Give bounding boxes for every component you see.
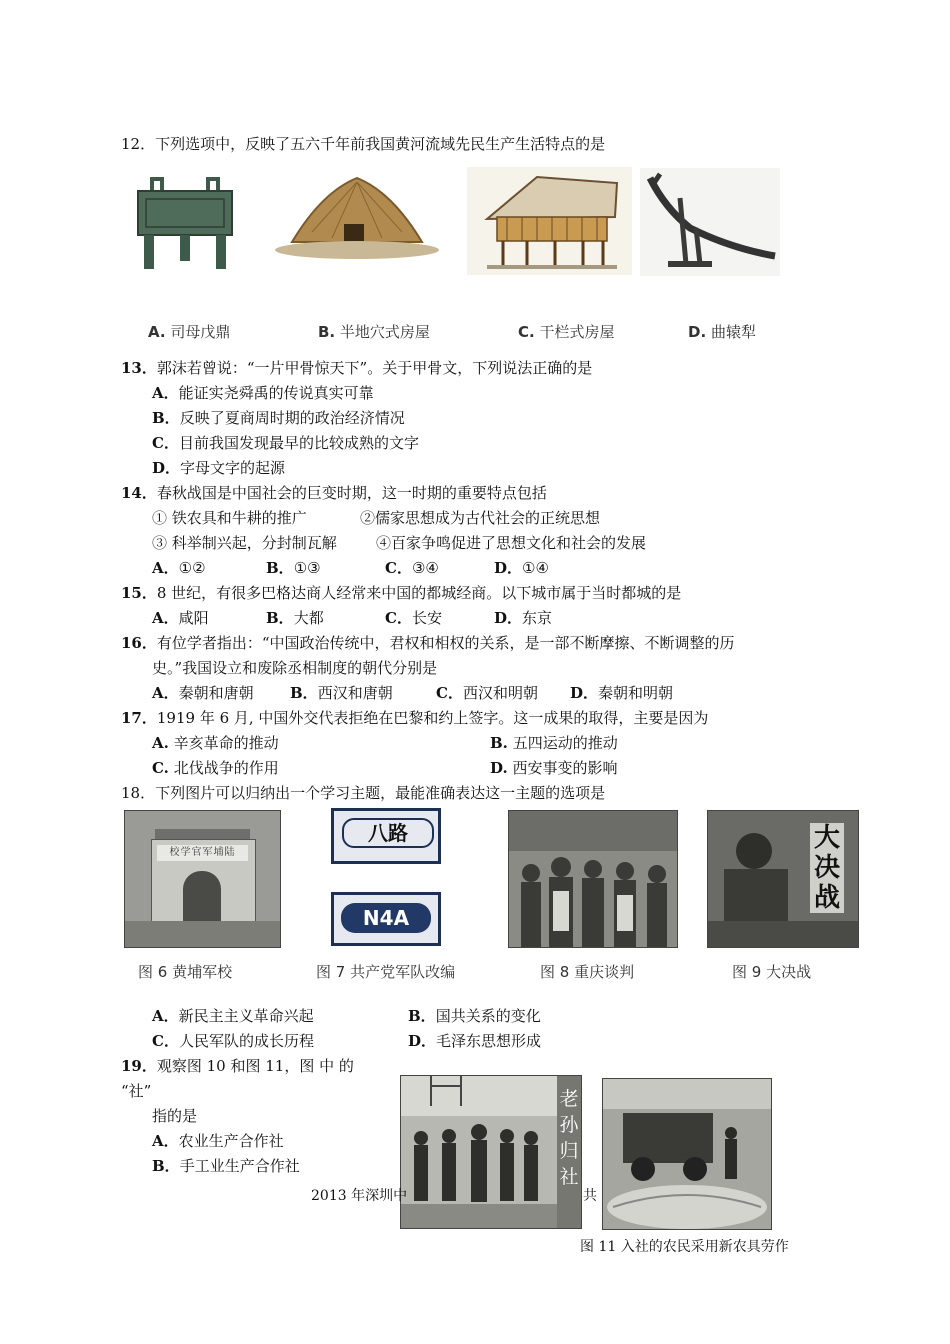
option-letter: A．	[152, 684, 179, 702]
eighth-route-badge	[331, 808, 441, 864]
option-letter: B.	[490, 734, 508, 752]
side-char: 老	[559, 1088, 579, 1110]
option-text: 目前我国发现最早的比较成熟的文字	[178, 434, 419, 452]
decisive-battle-photo	[707, 810, 859, 948]
option-text: ③④	[411, 559, 439, 577]
option-text: 干栏式房屋	[539, 323, 615, 341]
option-text: 西安事变的影响	[512, 759, 618, 777]
q18-option-b	[408, 1006, 541, 1026]
fig11-farming-photo	[602, 1078, 772, 1230]
ding-vessel-image	[130, 165, 240, 275]
q16-option-b	[290, 683, 393, 703]
option-text: 曲辕犁	[710, 323, 756, 341]
q18-option-c	[152, 1031, 314, 1051]
side-char: 社	[559, 1166, 579, 1188]
question-number: 14．	[121, 484, 157, 502]
question-text: 8 世纪，有很多巴格达商人经常来中国的都城经商。以下城市属于当时都城的是	[156, 584, 682, 602]
option-text: 手工业生产合作社	[179, 1157, 300, 1175]
question-text: 观察图 10 和图 11，图 中 的	[156, 1057, 354, 1075]
q13-option-c	[152, 433, 419, 453]
question-text: 有位学者指出：“中国政治传统中，君权和相权的关系，是一部不断摩擦、不断调整的历	[156, 634, 735, 652]
chongqing-negotiation-photo	[508, 810, 678, 948]
q14-option-c	[385, 558, 439, 578]
question-text: 春秋战国是中国社会的巨变时期，这一时期的重要特点包括	[156, 484, 547, 502]
q14-option-d	[494, 558, 549, 578]
option-text: 东京	[522, 609, 553, 627]
option-letter: C．	[385, 609, 412, 627]
option-text: 新民主主义革命兴起	[178, 1007, 314, 1025]
poster-char: 决	[813, 853, 840, 883]
option-letter: A.	[148, 323, 166, 341]
q16-option-d	[570, 683, 673, 703]
q17-option-d	[490, 758, 618, 778]
option-letter: A．	[152, 1132, 179, 1150]
new-fourth-army-badge	[331, 892, 441, 946]
footer-left: 2013 年深圳中	[311, 1188, 408, 1204]
q13-stem	[121, 358, 592, 378]
group-figures-icon	[509, 811, 677, 947]
option-text: 西汉和明朝	[462, 684, 538, 702]
option-text: 秦朝和明朝	[598, 684, 674, 702]
option-letter: D．	[152, 459, 181, 477]
question-number: 15．	[121, 584, 157, 602]
option-text: ①③	[293, 559, 321, 577]
stilt-house-image	[467, 167, 632, 275]
option-letter: D．	[408, 1032, 437, 1050]
fig11-caption: 图 11 入社的农民采用新农具劳作	[580, 1239, 789, 1255]
option-text: 毛泽东思想形成	[436, 1032, 542, 1050]
q14-item-2: ②儒家思想成为古代社会的正统思想	[360, 509, 601, 527]
option-letter: C.	[518, 323, 535, 341]
q16-option-a	[152, 683, 254, 703]
poster-char: 大	[813, 823, 840, 853]
option-text: 司母戊鼎	[170, 323, 231, 341]
option-letter: A．	[152, 384, 179, 402]
q12-stem: 12．下列选项中，反映了五六千年前我国黄河流域先民生产生活特点的是	[121, 135, 606, 153]
option-text: 辛亥革命的推动	[173, 734, 279, 752]
side-char: 归	[559, 1140, 579, 1162]
option-text: 咸阳	[178, 609, 209, 627]
q15-option-c	[385, 608, 442, 628]
q14-stem	[121, 483, 547, 503]
whampoa-gate-photo	[124, 810, 281, 948]
q17-option-a	[152, 733, 279, 753]
option-letter: B．	[290, 684, 318, 702]
q17-stem	[121, 708, 708, 728]
question-number: 13．	[121, 359, 157, 377]
q19-option-a	[152, 1131, 284, 1151]
q12-option-a	[148, 321, 230, 342]
option-letter: C．	[152, 1032, 179, 1050]
threshing-machine-icon	[603, 1079, 771, 1229]
option-text: 西汉和唐朝	[317, 684, 393, 702]
fig10-side-text	[557, 1076, 581, 1228]
option-letter: D.	[490, 759, 508, 777]
side-char: 孙	[559, 1114, 579, 1136]
question-number: 16．	[121, 634, 157, 652]
poster-text	[810, 823, 844, 913]
option-text: ①②	[178, 559, 206, 577]
q15-stem	[121, 583, 681, 603]
option-letter: A.	[152, 734, 169, 752]
q16-option-c	[436, 683, 538, 703]
q16-stem-line1	[121, 633, 735, 653]
option-letter: A．	[152, 559, 179, 577]
q15-option-b	[266, 608, 324, 628]
option-letter: C.	[152, 759, 169, 777]
q16-stem-line2: 史。”我国设立和废除丞相制度的朝代分别是	[152, 659, 438, 677]
option-text: 字母文字的起源	[180, 459, 286, 477]
option-text: 人民军队的成长历程	[178, 1032, 314, 1050]
fig8-caption: 图 8 重庆谈判	[540, 963, 635, 981]
option-letter: B.	[318, 323, 336, 341]
q18-option-a	[152, 1006, 314, 1026]
option-letter: D．	[570, 684, 599, 702]
option-letter: B．	[152, 409, 180, 427]
q19-option-b	[152, 1156, 300, 1176]
q14-item-1: ① 铁农具和牛耕的推广	[152, 509, 307, 527]
q15-option-a	[152, 608, 209, 628]
fig9-caption: 图 9 大决战	[732, 963, 812, 981]
option-text: ①④	[522, 559, 549, 577]
option-letter: D．	[494, 609, 523, 627]
poster-char: 战	[813, 883, 840, 913]
q14-item-4: ④百家争鸣促进了思想文化和社会的发展	[376, 534, 647, 552]
fig10-returning-photo	[400, 1075, 582, 1229]
fig6-caption: 图 6 黄埔军校	[138, 963, 233, 981]
curved-plow-image	[640, 168, 780, 276]
option-text: 能证实尧舜禹的传说真实可靠	[178, 384, 374, 402]
option-letter: A．	[152, 1007, 179, 1025]
q13-option-a	[152, 383, 374, 403]
option-letter: B．	[266, 559, 294, 577]
option-letter: B．	[408, 1007, 436, 1025]
option-letter: B．	[266, 609, 294, 627]
option-letter: B．	[152, 1157, 180, 1175]
q14-option-a	[152, 558, 206, 578]
question-text: 1919 年 6 月, 中国外交代表拒绝在巴黎和约上签字。这一成果的取得，主要是因为	[156, 709, 709, 727]
gate-sign-text: 校学官军埔陆	[157, 845, 248, 861]
option-text: 反映了夏商周时期的政治经济情况	[179, 409, 405, 427]
option-text: 五四运动的推动	[512, 734, 618, 752]
half-pit-house-image	[272, 172, 442, 272]
option-letter: C．	[385, 559, 412, 577]
crowd-figures-icon	[401, 1076, 581, 1228]
q12-option-b	[318, 321, 430, 342]
option-text: 北伐战争的作用	[173, 759, 279, 777]
fig7-caption: 图 7 共产党军队改编	[316, 963, 456, 981]
option-text: 半地穴式房屋	[339, 323, 430, 341]
q13-option-b	[152, 408, 405, 428]
q19-stem-line2: “社”	[121, 1082, 152, 1100]
option-text: 国共关系的变化	[435, 1007, 541, 1025]
q18-option-d	[408, 1031, 541, 1051]
q15-option-d	[494, 608, 552, 628]
q12-option-c	[518, 321, 615, 342]
option-text: 秦朝和唐朝	[178, 684, 254, 702]
option-letter: D．	[494, 559, 523, 577]
option-text: 大都	[293, 609, 324, 627]
q13-option-d	[152, 458, 285, 478]
question-number: 19．	[121, 1057, 157, 1075]
question-text: 郭沫若曾说：“一片甲骨惊天下”。关于甲骨文，下列说法正确的是	[156, 359, 593, 377]
question-number: 17．	[121, 709, 157, 727]
q19-stem-line3: 指的是	[152, 1107, 198, 1125]
q17-option-c	[152, 758, 279, 778]
q14-option-b	[266, 558, 321, 578]
q17-option-b	[490, 733, 618, 753]
footer-right: 共	[583, 1188, 597, 1204]
badge-text: 八路	[342, 818, 434, 848]
option-text: 农业生产合作社	[178, 1132, 284, 1150]
badge-text: N4A	[341, 903, 431, 933]
q19-stem-line1	[121, 1056, 354, 1076]
q12-option-d	[688, 321, 756, 342]
option-letter: C．	[436, 684, 463, 702]
option-text: 长安	[411, 609, 442, 627]
q14-item-3: ③ 科举制兴起，分封制瓦解	[152, 534, 337, 552]
option-letter: A．	[152, 609, 179, 627]
q18-stem: 18．下列图片可以归纳出一个学习主题，最能准确表达这一主题的选项是	[121, 784, 606, 802]
option-letter: D.	[688, 323, 707, 341]
option-letter: C．	[152, 434, 179, 452]
